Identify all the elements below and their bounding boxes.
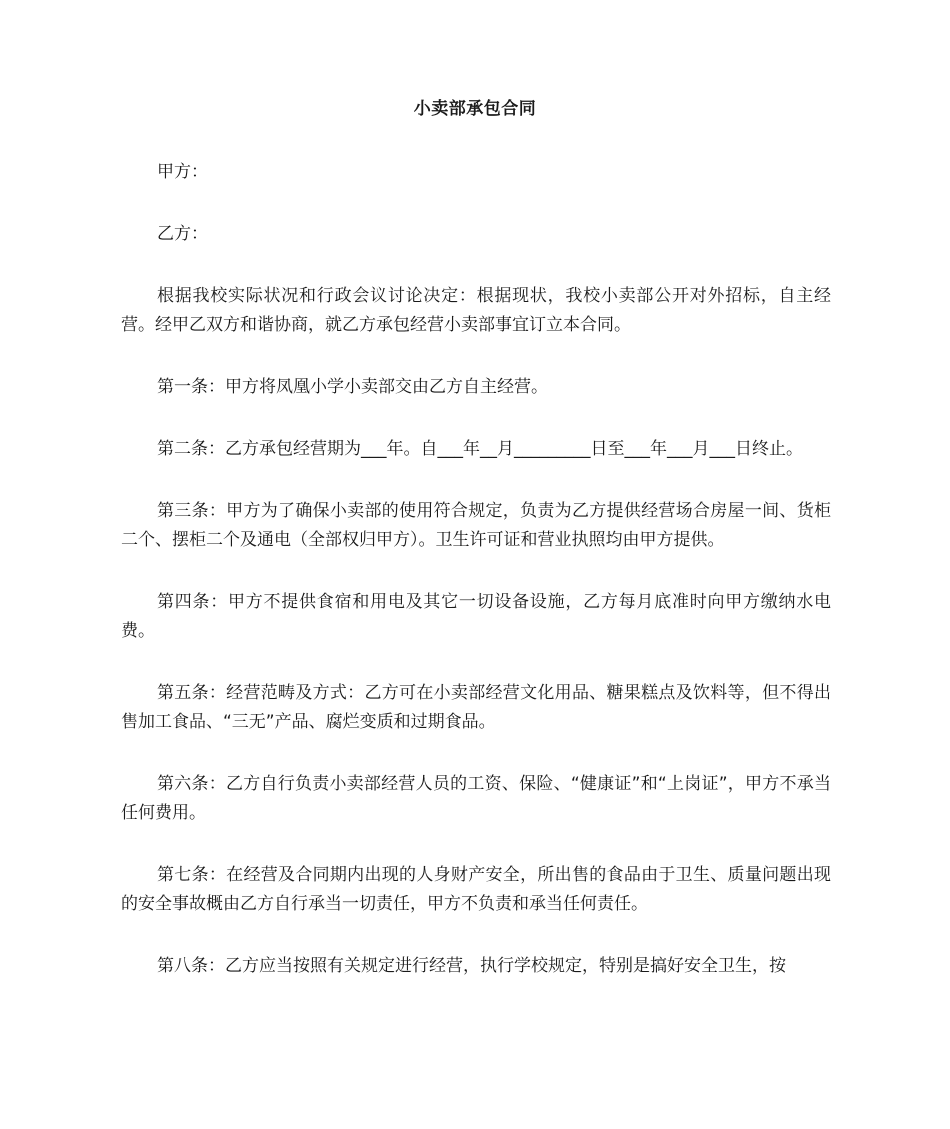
- article-1: 第一条：甲方将凤凰小学小卖部交由乙方自主经营。: [157, 377, 548, 397]
- document-body: [121, 158, 831, 1014]
- article-4: 第四条：甲方不提供食宿和用电及其它一切设备设施，乙方每月底准时向甲方缴纳水电费。: [121, 592, 831, 641]
- party-b-line: 乙方：: [157, 224, 208, 244]
- article-3: 第三条：甲方为了确保小卖部的使用符合规定，负责为乙方提供经营场合房屋一间、货柜二个、摆柜二个及通电（全部权归甲方）。卫生许可证和营业执照均由甲方提供。: [121, 501, 831, 550]
- party-a-line: 甲方：: [157, 162, 208, 182]
- article-7: 第七条：在经营及合同期内出现的人身财产安全，所出售的食品由于卫生、质量问题出现的安全事故概由乙方自行承当一切责任，甲方不负责和承当任何责任。: [121, 865, 831, 914]
- article-5: 第五条：经营范畴及方式：乙方可在小卖部经营文化用品、糖果糕点及饮料等，但不得出售加工食品、“三无”产品、腐烂变质和过期食品。: [121, 683, 831, 732]
- article-8: 第八条：乙方应当按照有关规定进行经营，执行学校规定，特别是搞好安全卫生，按: [157, 956, 786, 976]
- article-6: 第六条：乙方自行负责小卖部经营人员的工资、保险、“健康证”和“上岗证”，甲方不承当任何费用。: [121, 774, 831, 823]
- preamble-paragraph: 根据我校实际状况和行政会议讨论决定：根据现状，我校小卖部公开对外招标，自主经营。经甲乙双方和谐协商，就乙方承包经营小卖部事宜订立本合同。: [121, 286, 831, 335]
- article-2: 第二条：乙方承包经营期为___年。自___年__月_________日至___年___月___日终止。: [157, 439, 803, 459]
- document-title: 小卖部承包合同: [413, 99, 537, 119]
